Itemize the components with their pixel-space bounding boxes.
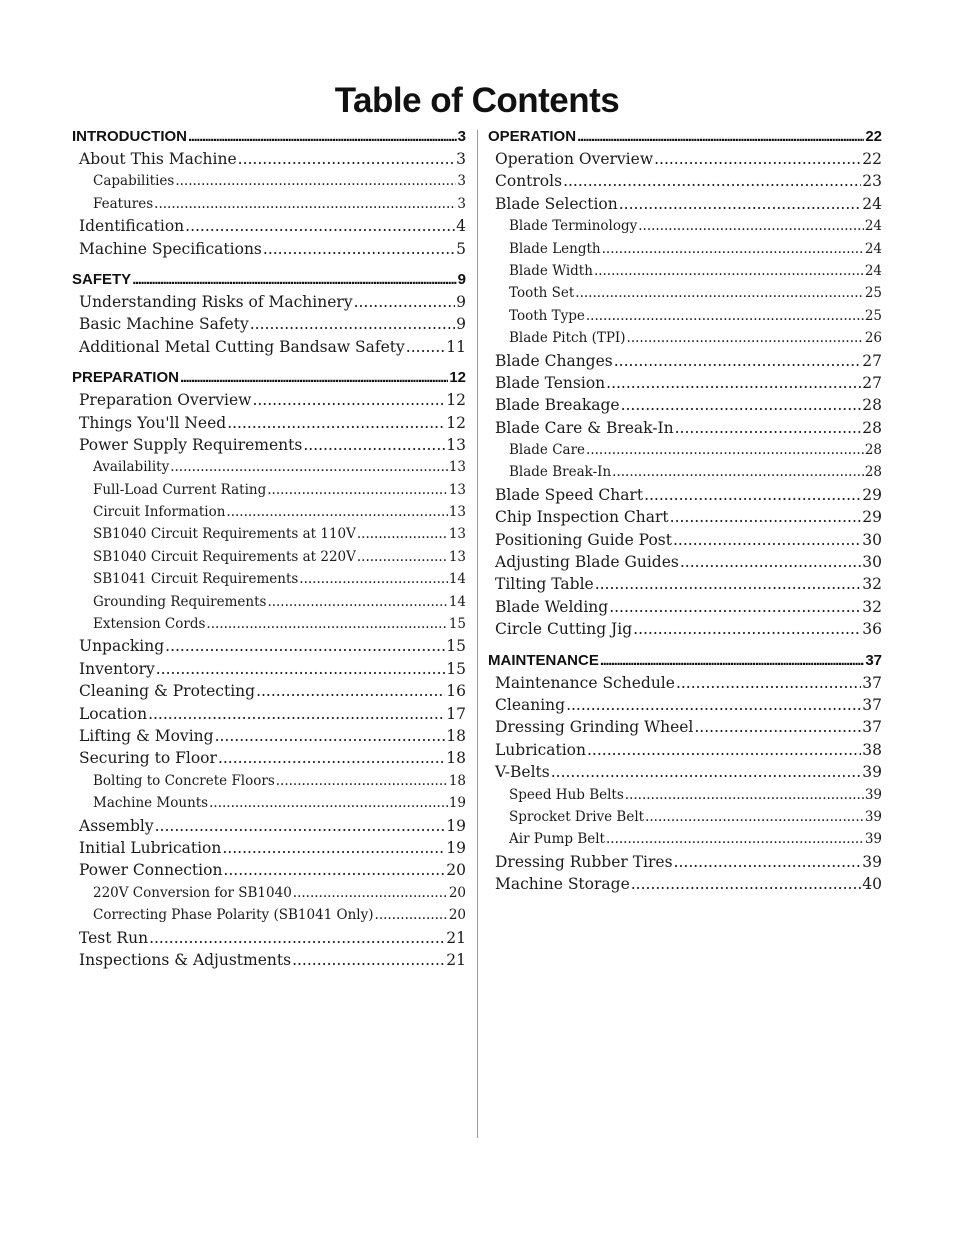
page-number: 4 (456, 217, 466, 236)
toc-subentry[interactable] (488, 282, 882, 304)
page-number: 37 (862, 695, 882, 714)
toc-entry-title: Machine Specifications (79, 239, 262, 258)
toc-subentry[interactable] (488, 828, 882, 850)
toc-entry-title: SAFETY (72, 270, 132, 288)
toc-entry[interactable] (488, 694, 882, 716)
column-divider (477, 130, 478, 1138)
dot-leader (676, 672, 861, 694)
toc-section-heading[interactable] (72, 367, 466, 389)
toc-entry[interactable] (488, 851, 882, 873)
dot-leader (638, 215, 864, 237)
toc-entry-title: OPERATION (488, 128, 577, 145)
page-number: 37 (862, 718, 882, 737)
toc-entry-title: Assembly (79, 816, 154, 835)
page-number: 28 (864, 464, 882, 481)
toc-subentry[interactable] (72, 904, 466, 926)
toc-entry-title: Power Supply Requirements (79, 435, 303, 454)
page-number: 39 (862, 763, 882, 782)
page-number: 30 (862, 530, 882, 549)
toc-entry-title: Blade Care (509, 442, 586, 459)
toc-entry-title: SB1040 Circuit Requirements at 220V (93, 548, 356, 565)
dot-leader (267, 591, 447, 613)
toc-entry-title: Machine Mounts (93, 795, 209, 812)
dot-leader (595, 573, 862, 595)
toc-entry-title: Grounding Requirements (93, 593, 267, 610)
page-number: 39 (864, 831, 882, 848)
toc-subentry[interactable] (72, 193, 466, 215)
toc-subentry[interactable] (488, 260, 882, 282)
toc-subentry[interactable] (72, 591, 466, 613)
dot-leader (654, 148, 861, 170)
toc-entry-title: Correcting Phase Polarity (SB1041 Only) (93, 907, 374, 924)
toc-entry[interactable] (72, 313, 466, 335)
dot-leader (256, 680, 445, 702)
page-number: 3 (456, 150, 466, 168)
toc-section-maintenance (488, 650, 882, 896)
toc-entry-title: Blade Breakage (495, 396, 620, 415)
toc-entry-title: Power Connection (79, 861, 223, 880)
toc-entry[interactable] (488, 596, 882, 618)
toc-entry-title: Adjusting Blade Guides (495, 553, 679, 572)
toc-section-heading[interactable] (72, 269, 466, 291)
page-number: 19 (446, 816, 466, 835)
toc-entry[interactable] (488, 350, 882, 372)
dot-leader (250, 313, 455, 335)
page-number: 21 (446, 950, 466, 969)
page-number: 18 (448, 772, 466, 789)
toc-entry[interactable] (72, 635, 466, 657)
toc-entry[interactable] (72, 148, 466, 170)
dot-leader (614, 350, 862, 372)
toc-entry-title: INTRODUCTION (72, 128, 187, 145)
dot-leader (619, 193, 862, 215)
page-number: 20 (448, 907, 466, 924)
toc-subentry[interactable] (72, 479, 466, 501)
toc-entry-title: Blade Length (509, 240, 601, 257)
toc-subentry[interactable] (488, 806, 882, 828)
page-number: 11 (446, 337, 466, 356)
page-number: 21 (446, 928, 466, 947)
toc-subentry[interactable] (72, 568, 466, 590)
toc-entry-title: Capabilities (93, 173, 175, 190)
toc-entry-title: Circuit Information (93, 504, 226, 521)
dot-leader (586, 439, 864, 461)
toc-section-heading[interactable] (72, 126, 466, 148)
toc-section-preparation (72, 367, 466, 971)
page-number: 5 (456, 239, 466, 258)
dot-leader (357, 546, 448, 568)
dot-leader (227, 412, 445, 434)
page-number: 28 (862, 418, 882, 437)
toc-subentry[interactable] (72, 792, 466, 814)
toc-subentry[interactable] (488, 327, 882, 349)
page-number: 9 (456, 315, 466, 334)
toc-entry-title: Full-Load Current Rating (93, 481, 267, 498)
toc-entry[interactable] (488, 873, 882, 895)
toc-entry-title: Maintenance Schedule (495, 673, 675, 692)
dot-leader (156, 658, 446, 680)
dot-leader (357, 523, 448, 545)
toc-entry[interactable] (72, 680, 466, 702)
dot-leader (276, 770, 448, 792)
page-number: 20 (446, 861, 466, 880)
toc-entry-title: Availability (93, 459, 170, 476)
page-number: 22 (865, 128, 882, 145)
toc-entry-title: Positioning Guide Post (495, 530, 672, 549)
dot-leader (587, 739, 861, 761)
toc-section-introduction (72, 126, 466, 260)
toc-subentry[interactable] (72, 501, 466, 523)
page-number: 29 (862, 508, 882, 527)
dot-leader (132, 269, 456, 291)
toc-entry-title: Features (93, 195, 154, 212)
toc-entry-title: Blade Changes (495, 351, 613, 370)
dot-leader (222, 837, 445, 859)
toc-entry[interactable] (72, 389, 466, 411)
toc-subentry[interactable] (72, 613, 466, 635)
dot-leader (165, 635, 445, 657)
toc-entry-title: Inspections & Adjustments (79, 950, 292, 969)
dot-leader (223, 859, 445, 881)
dot-leader (185, 215, 455, 237)
page-number: 27 (862, 373, 882, 392)
toc-entry-title: Preparation Overview (79, 391, 252, 410)
toc-entry-title: Circle Cutting Jig (495, 620, 633, 639)
toc-entry-title: Blade Speed Chart (495, 485, 644, 504)
page-number: 25 (864, 285, 882, 302)
page-number: 24 (864, 240, 882, 257)
page-number: 29 (862, 485, 882, 504)
toc-entry[interactable] (488, 372, 882, 394)
dot-leader (645, 806, 864, 828)
toc-entry-title: Controls (495, 172, 563, 191)
toc-entry-title: Dressing Rubber Tires (495, 852, 673, 871)
dot-leader (606, 828, 864, 850)
toc-entry-title: Blade Terminology (509, 218, 638, 235)
page-number: 28 (862, 396, 882, 415)
page-number: 13 (448, 504, 466, 521)
toc-entry[interactable] (72, 949, 466, 971)
toc-subentry[interactable] (72, 456, 466, 478)
toc-subentry[interactable] (488, 215, 882, 237)
toc-entry[interactable] (488, 761, 882, 783)
page-number: 15 (446, 659, 466, 678)
page-number: 18 (446, 726, 466, 745)
page-number: 37 (862, 673, 882, 692)
toc-entry-title: Machine Storage (495, 875, 630, 894)
toc-entry[interactable] (72, 703, 466, 725)
page-number: 15 (448, 616, 466, 633)
dot-leader (155, 815, 446, 837)
toc-entry-title: Blade Selection (495, 194, 618, 213)
toc-entry-title: Understanding Risks of Machinery (79, 292, 353, 311)
toc-entry-title: Blade Break-In (509, 464, 612, 481)
page-number: 12 (449, 369, 466, 387)
toc-subentry[interactable] (488, 439, 882, 461)
page-number: 40 (862, 875, 882, 894)
toc-entry[interactable] (488, 506, 882, 528)
toc-entry-title: Blade Welding (495, 597, 609, 616)
dot-leader (575, 282, 864, 304)
dot-leader (206, 613, 447, 635)
toc-entry-title: MAINTENANCE (488, 651, 599, 669)
toc-entry-title: Identification (79, 217, 185, 236)
dot-leader (180, 367, 448, 389)
dot-leader (577, 126, 864, 148)
toc-entry-title: Blade Care & Break-In (495, 418, 674, 437)
toc-entry-title: Cleaning (495, 695, 566, 714)
page-number: 3 (457, 128, 466, 145)
toc-entry-title: Location (79, 704, 148, 723)
toc-entry-title: Dressing Grinding Wheel (495, 718, 694, 737)
dot-leader (600, 650, 864, 672)
page-number: 13 (448, 481, 466, 498)
toc-entry-title: Air Pump Belt (509, 831, 605, 848)
page-number: 39 (864, 786, 882, 803)
page-number: 27 (862, 351, 882, 370)
toc-entry-title: Additional Metal Cutting Bandsaw Safety (79, 337, 405, 356)
toc-section-heading[interactable] (488, 650, 882, 672)
toc-entry-title: Blade Pitch (TPI) (509, 330, 626, 347)
dot-leader (627, 327, 864, 349)
page-number: 12 (446, 391, 466, 410)
toc-entry-title: Lubrication (495, 740, 586, 759)
dot-leader (694, 716, 861, 738)
toc-entry[interactable] (488, 484, 882, 506)
toc-subentry[interactable] (72, 882, 466, 904)
dot-leader (252, 389, 445, 411)
page-number: 20 (448, 884, 466, 901)
page-number: 32 (862, 597, 882, 616)
dot-leader (218, 747, 445, 769)
toc-entry-title: Initial Lubrication (79, 838, 222, 857)
toc-entry-title: Test Run (79, 928, 149, 947)
page-number: 26 (864, 330, 882, 347)
page-number: 16 (446, 682, 466, 701)
dot-leader (594, 260, 864, 282)
dot-leader (670, 506, 862, 528)
toc-entry-title: Lifting & Moving (79, 726, 214, 745)
toc-entry-title: Blade Tension (495, 373, 606, 392)
page-number: 24 (864, 218, 882, 235)
toc-entry[interactable] (488, 573, 882, 595)
dot-leader (566, 694, 861, 716)
dot-leader (674, 851, 862, 873)
page-number: 17 (446, 704, 466, 723)
page-number: 9 (456, 292, 466, 311)
toc-subentry[interactable] (488, 461, 882, 483)
toc-entry-title: Speed Hub Belts (509, 786, 624, 803)
toc-entry-title: Things You'll Need (79, 413, 227, 432)
toc-entry[interactable] (72, 859, 466, 881)
toc-section-safety (72, 269, 466, 358)
toc-entry[interactable] (72, 837, 466, 859)
toc-entry-title: Securing to Floor (79, 749, 217, 768)
toc-entry[interactable] (72, 658, 466, 680)
dot-leader (675, 417, 862, 439)
page-number: 24 (862, 194, 882, 213)
toc-entry[interactable] (72, 336, 466, 358)
dot-leader (148, 703, 445, 725)
page-number: 39 (862, 852, 882, 871)
dot-leader (631, 873, 862, 895)
page-number: 13 (448, 548, 466, 565)
dot-leader (238, 148, 455, 170)
dot-leader (263, 238, 455, 260)
toc-entry[interactable] (488, 618, 882, 640)
toc-entry[interactable] (72, 815, 466, 837)
page-number: 24 (864, 262, 882, 279)
toc-entry[interactable] (72, 747, 466, 769)
toc-entry[interactable] (488, 739, 882, 761)
toc-entry[interactable] (488, 170, 882, 192)
page-title: Table of Contents (334, 81, 620, 120)
toc-entry-title: SB1041 Circuit Requirements (93, 571, 299, 588)
toc-entry-title: V-Belts (495, 763, 550, 782)
dot-leader (149, 927, 445, 949)
dot-leader (612, 461, 864, 483)
dot-leader (621, 394, 862, 416)
toc-entry[interactable] (488, 716, 882, 738)
dot-leader (606, 372, 861, 394)
dot-leader (154, 193, 456, 215)
toc-entry[interactable] (488, 193, 882, 215)
toc-entry-title: Chip Inspection Chart (495, 508, 669, 527)
toc-right-column (488, 126, 882, 896)
toc-entry-title: Extension Cords (93, 616, 206, 633)
toc-section-heading[interactable] (488, 126, 882, 148)
toc-subentry[interactable] (488, 238, 882, 260)
dot-leader (215, 725, 446, 747)
toc-entry[interactable] (72, 412, 466, 434)
page-number: 12 (446, 413, 466, 432)
dot-leader (299, 568, 448, 590)
toc-entry-title: Cleaning & Protecting (79, 682, 256, 701)
toc-entry-title: 220V Conversion for SB1040 (93, 884, 292, 901)
page-number: 14 (448, 571, 466, 588)
page-number: 22 (862, 150, 882, 168)
toc-subentry[interactable] (72, 546, 466, 568)
page-number: 37 (865, 651, 882, 669)
dot-leader (303, 434, 445, 456)
toc-entry-title: Sprocket Drive Belt (509, 808, 645, 825)
page-number: 18 (446, 749, 466, 768)
dot-leader (293, 882, 448, 904)
dot-leader (680, 551, 861, 573)
toc-subentry[interactable] (72, 523, 466, 545)
toc-subentry[interactable] (488, 784, 882, 806)
toc-entry-title: Tooth Type (509, 307, 585, 324)
toc-entry[interactable] (72, 725, 466, 747)
page-number: 13 (446, 435, 466, 454)
page-number: 3 (457, 195, 466, 212)
toc-entry-title: Tilting Table (495, 575, 594, 594)
toc-entry-title: Operation Overview (495, 150, 654, 168)
toc-entry[interactable] (72, 238, 466, 260)
page-number: 36 (862, 620, 882, 639)
dot-leader (673, 529, 861, 551)
toc-entry[interactable] (72, 927, 466, 949)
page-number: 19 (448, 795, 466, 812)
dot-leader (292, 949, 445, 971)
toc-entry[interactable] (488, 148, 882, 170)
page-number: 13 (448, 526, 466, 543)
toc-entry-title: Unpacking (79, 637, 165, 656)
toc-subentry[interactable] (72, 770, 466, 792)
page-number: 3 (457, 173, 466, 190)
page-number: 25 (864, 307, 882, 324)
dot-leader (267, 479, 448, 501)
dot-leader (563, 170, 861, 192)
page-number: 30 (862, 553, 882, 572)
toc-entry-title: SB1040 Circuit Requirements at 110V (93, 526, 356, 543)
page-number: 28 (864, 442, 882, 459)
toc-entry[interactable] (488, 672, 882, 694)
toc-entry-title: Bolting to Concrete Floors (93, 772, 275, 789)
dot-leader (551, 761, 862, 783)
dot-leader (609, 596, 861, 618)
dot-leader (375, 904, 448, 926)
toc-entry[interactable] (72, 434, 466, 456)
toc-entry-title: About This Machine (79, 150, 237, 168)
toc-subentry[interactable] (72, 170, 466, 192)
page-number: 14 (448, 593, 466, 610)
toc-entry[interactable] (72, 215, 466, 237)
toc-section-operation (488, 126, 882, 641)
toc-entry[interactable] (488, 529, 882, 551)
page-number: 13 (448, 459, 466, 476)
toc-subentry[interactable] (488, 305, 882, 327)
dot-leader (644, 484, 861, 506)
toc-entry-title: Basic Machine Safety (79, 315, 249, 334)
toc-entry-title: PREPARATION (72, 369, 179, 387)
dot-leader (602, 238, 864, 260)
dot-leader (170, 456, 448, 478)
dot-leader (633, 618, 861, 640)
dot-leader (188, 126, 457, 148)
page-number: 19 (446, 838, 466, 857)
page-number: 39 (864, 808, 882, 825)
toc-entry-title: Inventory (79, 659, 155, 678)
page-number: 15 (446, 637, 466, 656)
page-number: 38 (862, 740, 882, 759)
toc-entry[interactable] (72, 291, 466, 313)
toc-left-column (72, 126, 466, 971)
toc-entry[interactable] (488, 417, 882, 439)
dot-leader (354, 291, 456, 313)
dot-leader (406, 336, 445, 358)
toc-entry-title: Blade Width (509, 262, 593, 279)
page-number: 9 (457, 270, 466, 288)
dot-leader (209, 792, 448, 814)
toc-entry[interactable] (488, 551, 882, 573)
dot-leader (175, 170, 456, 192)
page-number: 23 (862, 172, 882, 191)
toc-entry-title: Tooth Set (509, 285, 575, 302)
dot-leader (226, 501, 447, 523)
page-number: 32 (862, 575, 882, 594)
dot-leader (586, 305, 864, 327)
toc-entry[interactable] (488, 394, 882, 416)
dot-leader (625, 784, 864, 806)
